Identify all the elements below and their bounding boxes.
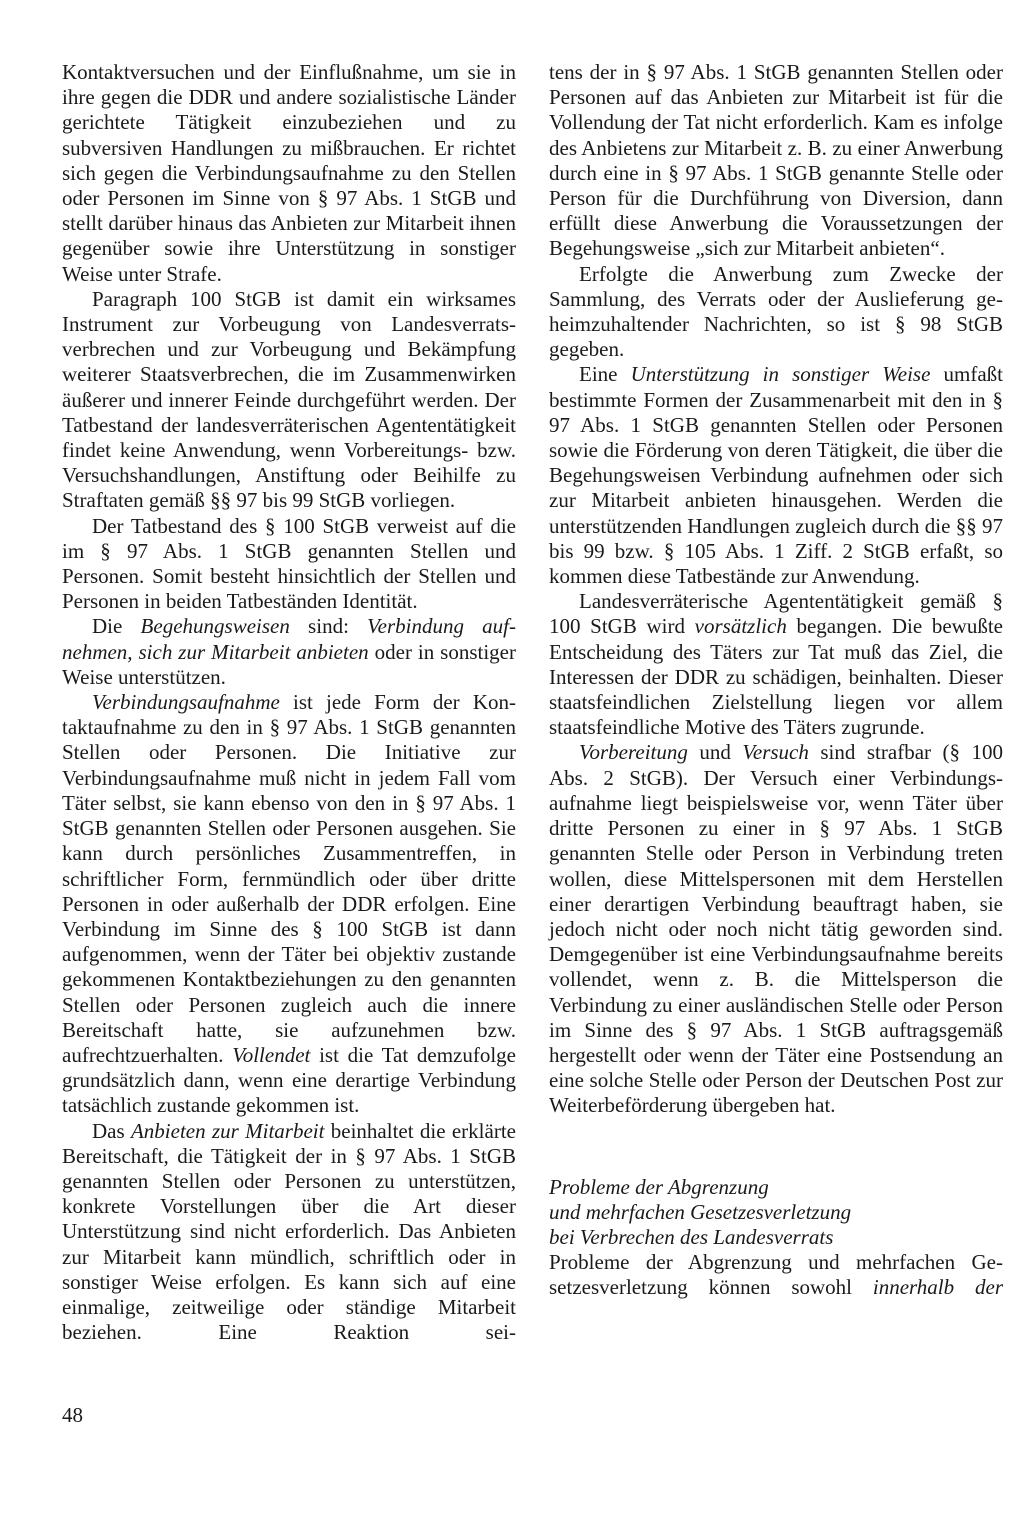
paragraph-text: Landesverräterische Agententätigkeit gemäß § 100 StGB wird	[549, 589, 1003, 639]
paragraph-text: Kontaktversuchen und der Einflußnahme, um sie in ihre gegen die DDR und andere sozialistische Länder gerichtete Tätigkeit einzubeziehen und zu subversiven Handlungen zu mißbrauchen. Er richtet sich gegen die Verbindungsaufnahme zu den Stellen oder Personen im Sinne von § 97 Abs. 1 StGB und stellt darüber hinaus das Anbieten zur Mitarbeit ihnen gegenüber sowie ihre Unterstützung in sonstiger Weise unter Strafe.	[62, 60, 516, 286]
paragraph-text: Die	[92, 614, 141, 639]
section-heading-line: und mehrfachen Gesetzesverletzung	[549, 1199, 852, 1224]
left-paragraph-3	[62, 514, 516, 615]
emphasis-text: Anbieten zur Mitarbeit	[130, 1118, 325, 1143]
right-paragraph-6	[549, 1250, 1003, 1300]
paragraph-text: Das	[92, 1118, 131, 1143]
left-paragraph-4	[62, 614, 516, 690]
right-paragraph-4	[549, 589, 1003, 740]
right-column	[549, 60, 1003, 1301]
emphasis-text: Verbindungsaufnahme	[92, 690, 280, 715]
emphasis-text: innerhalb der	[872, 1275, 1003, 1300]
paragraph-text: Probleme der Abgrenzung und mehrfachen Gesetzesverletzung können sowohl	[549, 1250, 1003, 1300]
paragraph-text: Erfolgte die Anwerbung zum Zwecke der Sammlung, des Verrats oder der Auslieferung geheimzuhaltender Nachrichten, so ist § 98 StGB gegeben.	[549, 261, 1003, 362]
paragraph-text: ist jede Form der Kontaktaufnahme zu den in § 97 Abs. 1 StGB genannten Stellen oder Personen. Die Initiative zur Verbindungsaufnahme muß nicht in jedem Fall vom Täter selbst, sie kann ebenso von den in § 97 Abs. 1 StGB genannten Stellen oder Personen ausgehen. Sie kann durch persönliches Zusammentreffen, in schriftlicher Form, fernmündlich oder über dritte Personen in oder außerhalb der DDR erfolgen. Eine Verbindung im Sinne des § 100 StGB ist dann aufgenommen, wenn der Täter bei objektiv zustande gekommenen Kontaktbeziehungen zu den genannten Stellen oder Personen zugleich auch die innere Bereitschaft hatte, sie aufzunehmen bzw. aufrechtzuerhalten.	[62, 690, 516, 1067]
page-number: 48	[62, 1403, 83, 1427]
emphasis-text: vorsätzlich	[694, 614, 787, 639]
left-column	[62, 60, 516, 1345]
right-paragraph-3	[549, 362, 1003, 589]
emphasis-text: Versuch	[742, 740, 809, 765]
right-paragraph-1	[549, 60, 1003, 262]
emphasis-text: Verbindung aufnehmen, sich zur Mitarbeit anbieten	[62, 614, 517, 664]
section-heading-line: bei Verbrechen des Landesverrats	[549, 1224, 834, 1249]
left-paragraph-1	[62, 60, 516, 287]
left-paragraph-2	[62, 287, 516, 514]
paragraph-text: Paragraph 100 StGB ist damit ein wirksames Instrument zur Vorbeugung von Landesverratsverbrechen und zur Vorbeugung und Bekämpfung weiterer Staatsverbrechen, die im Zusammenwirken äußerer und innerer Feinde durchgeführt werden. Der Tatbestand der landesverräterischen Agententätigkeit findet keine Anwendung, wenn Vorbereitungs- bzw. Versuchshandlungen, Anstiftung oder Beihilfe zu Straftaten gemäß §§ 97 bis 99 StGB vorliegen.	[62, 286, 516, 513]
paragraph-text: umfaßt bestimmte Formen der Zusammenarbeit mit den in § 97 Abs. 1 StGB genannten Stellen oder Personen sowie die Förderung von deren Tätigkeit, die über die Begehungsweisen Verbindung aufnehmen oder sich zur Mitarbeit anbieten hinausgehen. Werden die unterstützenden Handlungen zugleich durch die §§ 97 bis 99 bzw. § 105 Abs. 1 Ziff. 2 StGB erfaßt, so kommen diese Tatbestände zur Anwendung.	[549, 362, 1003, 589]
emphasis-text: Vollendet	[232, 1042, 311, 1067]
left-paragraph-5	[62, 690, 516, 1118]
paragraph-text: beinhaltet die erklärte Bereitschaft, die Tätigkeit der in § 97 Abs. 1 StGB genannten Stellen oder Personen zu unterstützen, konkrete Vorstellungen über die Art dieser Unterstützung sind nicht erforderlich. Das Anbieten zur Mitarbeit kann mündlich, schriftlich oder in sonstiger Weise erfolgen. Es kann sich auf eine einmalige, zeitweilige oder ständige Mitarbeit beziehen. Eine Reaktion sei-	[62, 1118, 516, 1345]
section-heading	[549, 1175, 1003, 1251]
right-paragraph-2	[549, 262, 1003, 363]
paragraph-text: sind:	[289, 614, 368, 639]
emphasis-text: Begehungsweisen	[140, 614, 290, 639]
paragraph-text: sind strafbar (§ 100 Abs. 2 StGB). Der Versuch einer Verbindungsaufnahme liegt beispielsweise vor, wenn Täter über dritte Personen zu einer in § 97 Abs. 1 StGB genannten Stelle oder Person in Verbindung treten wollen, diese Mittelspersonen mit dem Herstellen einer derartigen Verbindung beauftragt haben, sie jedoch nicht oder noch nicht tätig geworden sind. Demgegenüber ist eine Verbindungsaufnahme bereits vollendet, wenn z. B. die Mittelsperson die Verbindung zu einer ausländischen Stelle oder Person im Sinne des § 97 Abs. 1 StGB auftragsgemäß hergestellt oder wenn der Täter eine Postsendung an eine solche Stelle oder Person der Deutschen Post zur Weiterbeförderung übergeben hat.	[549, 740, 1003, 1118]
paragraph-text: und	[687, 740, 743, 765]
paragraph-text: begangen. Die bewußte Entscheidung des Täters zur Tat muß das Ziel, die Interessen der DDR zu schädigen, beinhalten. Dieser staatsfeindlichen Zielstellung liegen vor allem staatsfeindliche Motive des Täters zugrunde.	[549, 614, 1003, 740]
paragraph-text: Der Tatbestand des § 100 StGB verweist auf die im § 97 Abs. 1 StGB genannten Stellen und Personen. Somit besteht hinsichtlich der Stellen und Personen in beiden Tatbeständen Identität.	[62, 513, 516, 614]
paragraph-text: tens der in § 97 Abs. 1 StGB genannten Stellen oder Personen auf das Anbieten zur Mitarbeit ist für die Vollendung der Tat nicht erforderlich. Kam es infolge des Anbietens zur Mitarbeit z. B. zu einer Anwerbung durch eine in § 97 Abs. 1 StGB genannte Stelle oder Person für die Durchführung von Diversion, dann erfüllt diese Anwerbung die Voraussetzungen der Begehungsweise „sich zur Mitarbeit anbieten“.	[549, 60, 1003, 261]
paragraph-text: Eine	[579, 362, 631, 387]
emphasis-text: Vorbereitung	[579, 740, 688, 765]
right-paragraph-5	[549, 740, 1003, 1118]
left-paragraph-6	[62, 1119, 516, 1346]
section-heading-line: Probleme der Abgrenzung	[549, 1174, 769, 1199]
paragraph-text: oder in sonstiger Weise unterstützen.	[62, 639, 516, 689]
emphasis-text: Unterstützung in sonstiger Weise	[630, 362, 931, 387]
paragraph-text: ist die Tat demzufolge grundsätzlich dann, wenn eine derartige Verbindung tatsächlich zustande gekommen ist.	[62, 1042, 516, 1118]
